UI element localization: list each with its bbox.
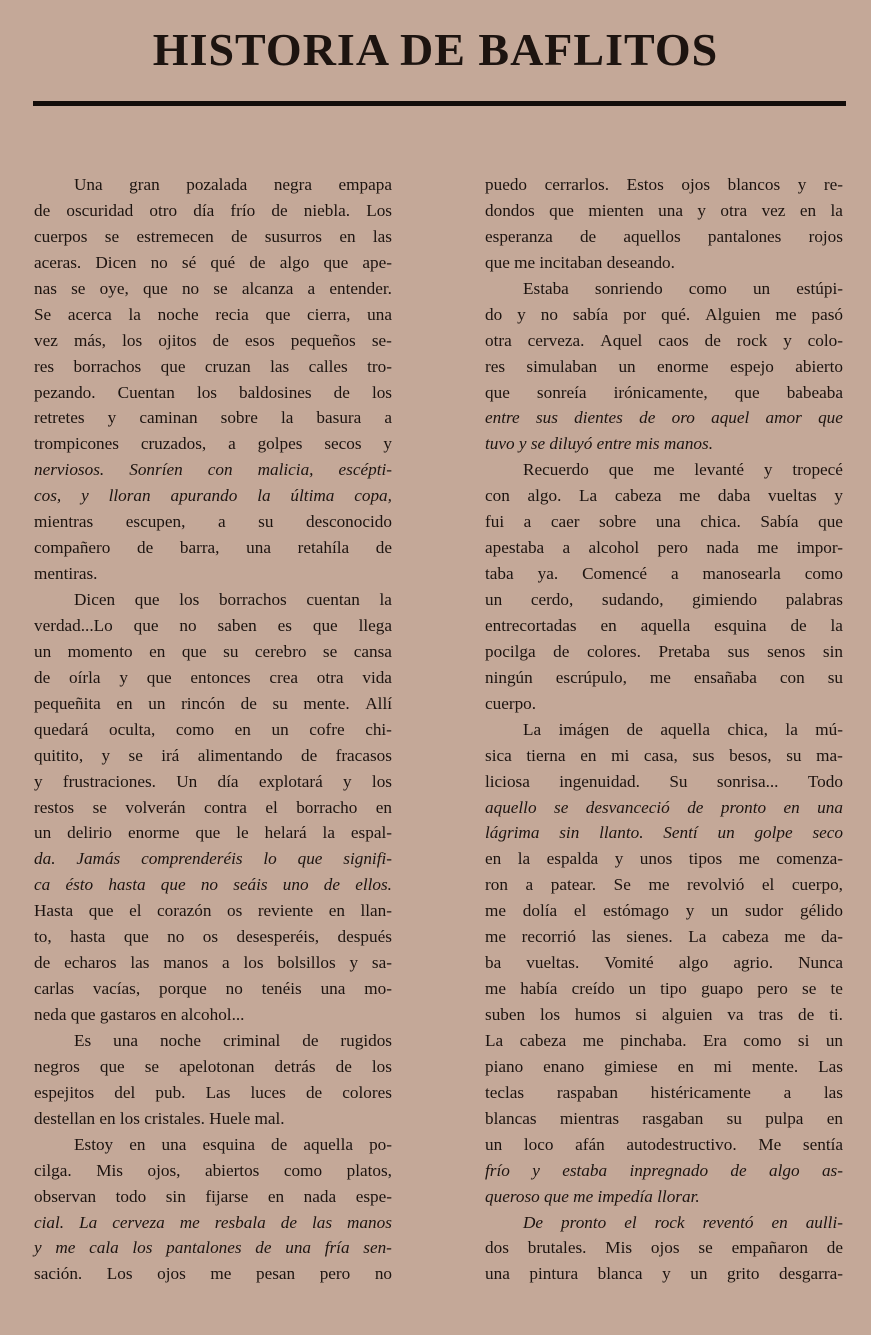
text-line: de oscuridad otro día frío de niebla. Los: [34, 200, 392, 220]
text-line: un cerdo, sudando, gimiendo palabras: [485, 590, 843, 609]
text-line: compañero de barra, una retahíla de: [34, 538, 392, 558]
text-line: Es una noche criminal de rugidos: [74, 1030, 392, 1050]
text-line: Estoy en una esquina de aquella po-: [74, 1134, 392, 1154]
text-line: me recorrió las sienes. La cabeza me da-: [485, 927, 843, 947]
text-line: negros que se apelotonan detrás de los: [34, 1056, 392, 1076]
text-line: neda que gastaros en alcohol...: [34, 1005, 245, 1024]
title-divider: [33, 101, 846, 106]
text-line: esperanza de aquellos pantalones rojos: [485, 226, 843, 246]
text-line: res borrachos que cruzan las calles tro-: [34, 356, 392, 376]
text-line: piano enano gimiese en mi mente. Las: [485, 1056, 843, 1076]
text-line: y me cala los pantalones de una fría sen-: [34, 1238, 392, 1258]
text-line: ningún escrúpulo, me ensañaba con su: [485, 667, 843, 687]
text-line: de oírla y que entonces crea otra vida: [34, 667, 392, 687]
text-line: destellan en los cristales. Huele mal.: [34, 1108, 285, 1128]
text-line: un momento en que su cerebro se cansa: [34, 641, 392, 661]
text-line: que sonreía irónicamente, que babeaba: [485, 382, 843, 402]
text-line: cos, y lloran apurando la última copa,: [34, 486, 392, 506]
text-line: cial. La cerveza me resbala de las manos: [34, 1212, 392, 1232]
text-line: pocilga de colores. Pretaba sus senos sin: [485, 641, 843, 661]
text-line: La imágen de aquella chica, la mú-: [523, 719, 843, 739]
text-line: pezando. Cuentan los baldosines de los: [34, 382, 392, 402]
text-line: nerviosos. Sonríen con malicia, escépti-: [34, 460, 392, 480]
text-line: cilga. Mis ojos, abiertos como platos,: [34, 1160, 392, 1180]
text-line: cuerpos se estremecen de susurros en las: [34, 226, 392, 246]
text-line: cuerpo.: [485, 693, 537, 713]
text-line: pequeñita en un rincón de su mente. Allí: [34, 693, 392, 713]
text-line: aceras. Dicen no sé qué de algo que ape-: [34, 252, 392, 272]
text-line: mentiras.: [34, 564, 98, 584]
text-line: me dolía el estómago y un sudor gélido: [485, 901, 843, 921]
text-line: frío y estaba inpregnado de algo as-: [485, 1160, 843, 1180]
text-line: aquello se desvanceció de pronto en una: [485, 797, 843, 817]
text-line: suben los humos si alguien va tras de ti.: [485, 1005, 843, 1024]
text-line: dondos que mienten una y otra vez en la: [485, 200, 843, 220]
text-line: ron a patear. Se me revolvió el cuerpo,: [485, 875, 843, 895]
text-line: que me incitaban deseando.: [485, 252, 675, 272]
text-line: to, hasta que no os desesperéis, después: [34, 927, 392, 947]
text-line: apestaba a alcohol pero nada me impor-: [485, 538, 843, 558]
text-line: trompicones cruzados, a golpes secos y: [34, 434, 392, 454]
text-line: con algo. La cabeza me daba vueltas y: [485, 486, 843, 506]
text-line: nas se oye, que no se alcanza a entender.: [34, 278, 392, 298]
text-line: observan todo sin fijarse en nada espe-: [34, 1186, 392, 1206]
text-line: vez más, los ojitos de esos pequeños se-: [34, 330, 392, 350]
text-line: teclas raspaban histéricamente a las: [485, 1082, 843, 1102]
text-line: sación. Los ojos me pesan pero no: [34, 1264, 392, 1284]
text-line: taba ya. Comencé a manosearla como: [485, 564, 843, 584]
text-line: queroso que me impedía llorar.: [485, 1186, 700, 1206]
text-line: de echaros las manos a los bolsillos y sa-: [34, 953, 392, 973]
text-line: res simulaban un enorme espejo abierto: [485, 356, 843, 376]
text-line: Hasta que el corazón os reviente en llan-: [34, 901, 392, 921]
text-line: un loco afán autodestructivo. Me sentía: [485, 1134, 843, 1154]
text-line: entrecortadas en aquella esquina de la: [485, 615, 843, 635]
text-line: una pintura blanca y un grito desgarra-: [485, 1264, 843, 1284]
text-line: Se acerca la noche recia que cierra, una: [34, 304, 392, 324]
text-line: do y no sabía por qué. Alguien me pasó: [485, 304, 843, 324]
text-line: carlas vacías, porque no tenéis una mo-: [34, 979, 392, 999]
text-line: liciosa ingenuidad. Su sonrisa... Todo: [485, 771, 843, 791]
text-line: fui a caer sobre una chica. Sabía que: [485, 512, 843, 532]
left-column: [34, 172, 392, 1287]
text-line: puedo cerrarlos. Estos ojos blancos y re-: [485, 175, 843, 194]
text-line: en la espalda y unos tipos me comenza-: [485, 849, 843, 869]
text-line: y frustraciones. Un día explotará y los: [34, 771, 392, 791]
text-line: Estaba sonriendo como un estúpi-: [523, 278, 843, 298]
text-line: blancas mientras rasgaban su pulpa en: [485, 1108, 843, 1128]
right-column: [485, 172, 843, 1287]
text-line: espejitos del pub. Las luces de colores: [34, 1082, 392, 1102]
text-line: Una gran pozalada negra empapa: [74, 175, 392, 194]
text-line: verdad...Lo que no saben es que llega: [34, 615, 392, 635]
text-line: restos se volverán contra el borracho en: [34, 797, 392, 817]
text-line: quedará oculta, como en un cofre chi-: [34, 719, 392, 739]
text-line: un delirio enorme que le helará la espal-: [34, 823, 392, 843]
text-line: De pronto el rock reventó en aulli-: [523, 1212, 843, 1232]
text-line: La cabeza me pinchaba. Era como si un: [485, 1030, 843, 1050]
text-line: me había creído un tipo guapo pero se te: [485, 979, 843, 999]
text-line: dos brutales. Mis ojos se empañaron de: [485, 1238, 843, 1258]
text-line: Recuerdo que me levanté y tropecé: [523, 460, 843, 480]
article-title: HISTORIA DE BAFLITOS: [152, 24, 719, 75]
text-line: tuvo y se diluyó entre mis manos.: [485, 434, 714, 454]
text-line: da. Jamás comprenderéis lo que signifi-: [34, 849, 392, 869]
text-line: ba vueltas. Vomité algo agrio. Nunca: [485, 953, 843, 973]
text-line: sica tierna en mi casa, sus besos, su ma-: [485, 745, 843, 765]
text-line: entre sus dientes de oro aquel amor que: [485, 408, 843, 428]
text-line: mientras escupen, a su desconocido: [34, 512, 392, 532]
text-line: retretes y caminan sobre la basura a: [34, 408, 392, 428]
text-line: Dicen que los borrachos cuentan la: [74, 590, 392, 609]
text-line: otra cerveza. Aquel caos de rock y colo-: [485, 330, 843, 350]
text-line: ca ésto hasta que no seáis uno de ellos.: [34, 875, 392, 895]
text-line: lágrima sin llanto. Sentí un golpe seco: [485, 823, 843, 843]
text-line: quitito, y se irá alimentando de fracasos: [34, 745, 392, 765]
